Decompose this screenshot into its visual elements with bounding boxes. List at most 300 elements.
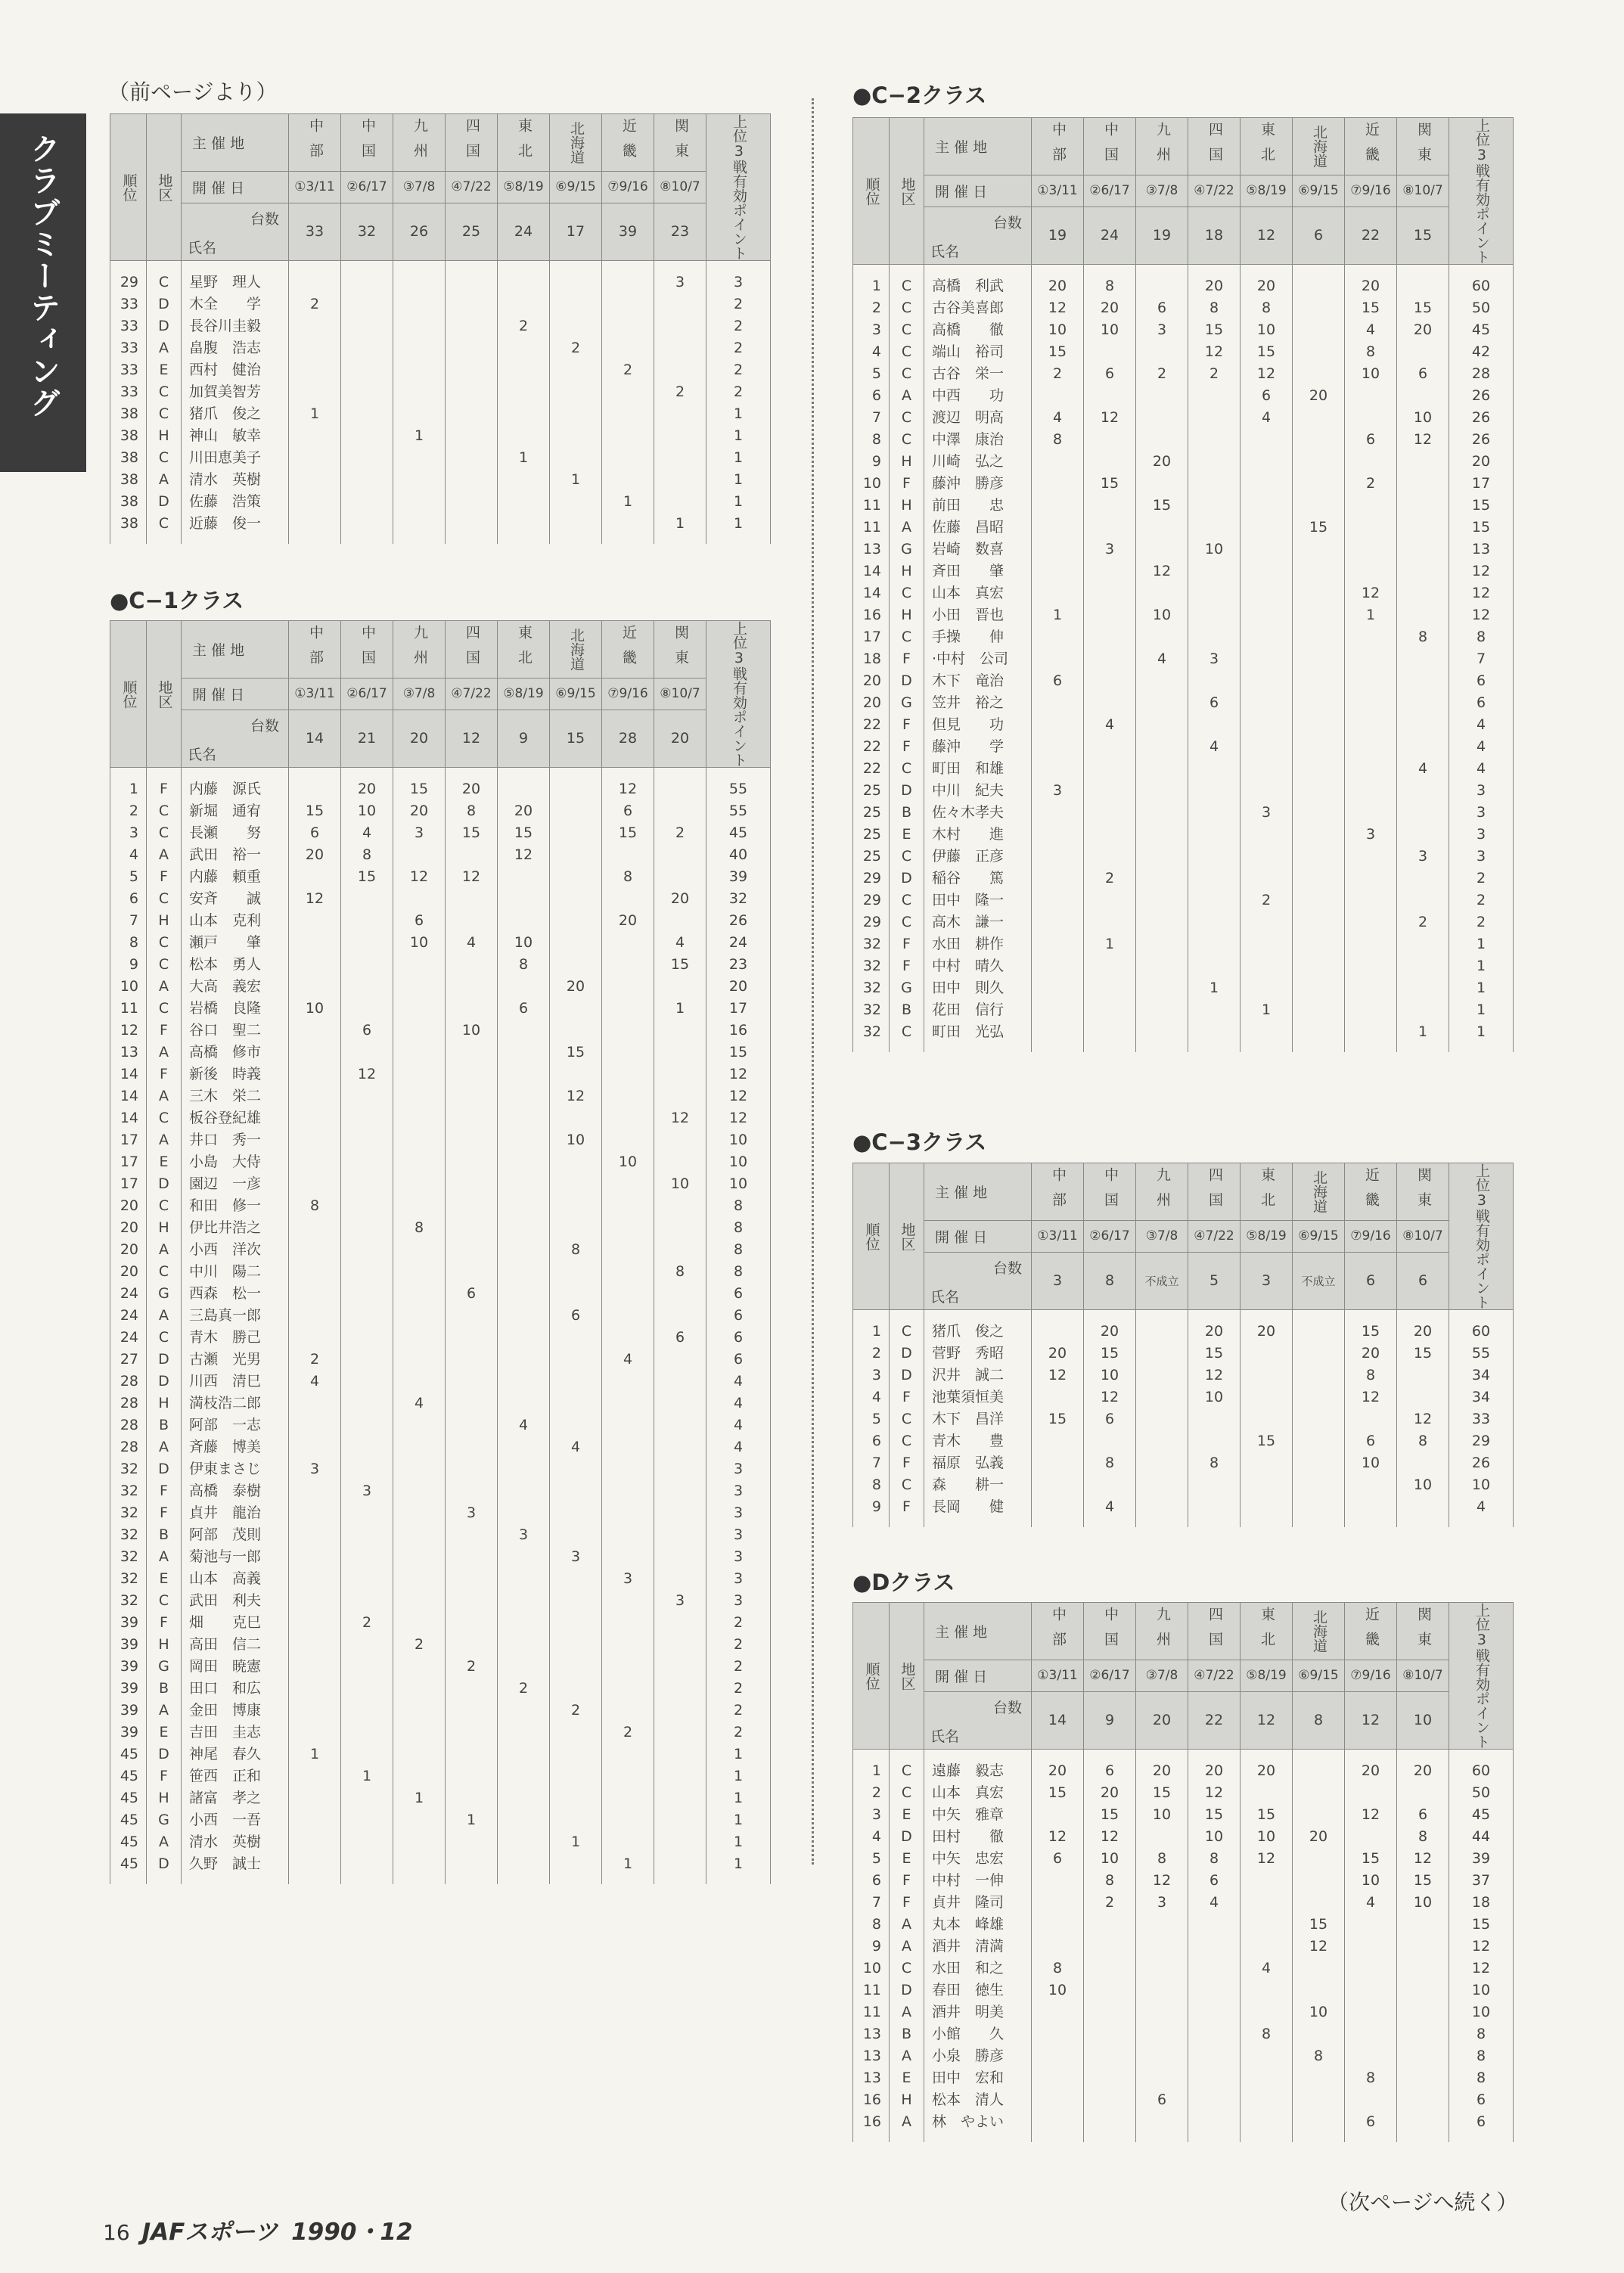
name-cell: 岩崎 数喜 — [924, 539, 1032, 560]
rank-cell: 25 — [853, 780, 890, 802]
region-cell: D — [147, 293, 182, 315]
points-cell — [1032, 495, 1084, 517]
points-cell — [602, 1765, 654, 1787]
name-cell: 藤沖 勝彦 — [924, 473, 1032, 495]
points-cell: 20 — [1084, 1310, 1136, 1343]
entry-count: 8 — [1084, 1252, 1136, 1309]
points-cell — [446, 1700, 498, 1722]
total-points-cell: 2 — [1449, 868, 1514, 890]
total-points-cell: 7 — [1449, 648, 1514, 670]
name-cell: 中村 一伸 — [924, 1870, 1032, 1892]
points-cell: 1 — [1084, 933, 1136, 955]
rank-cell: 7 — [853, 1452, 890, 1474]
header-venue: 中国 — [1084, 118, 1136, 175]
points-cell — [1136, 758, 1188, 780]
points-cell — [498, 1436, 550, 1458]
table-row — [853, 692, 1514, 714]
points-cell — [550, 1787, 602, 1809]
points-cell — [1293, 407, 1345, 429]
name-cell: 久野 誠士 — [182, 1853, 289, 1884]
points-cell — [341, 1546, 393, 1568]
entry-count: 19 — [1032, 206, 1084, 264]
points-cell — [1032, 451, 1084, 473]
points-cell — [498, 1129, 550, 1151]
table-row — [110, 844, 771, 866]
header-row-venues — [853, 1603, 1514, 1660]
points-cell — [654, 1020, 706, 1042]
points-cell: 15 — [1241, 1430, 1293, 1452]
points-cell — [1293, 1782, 1345, 1804]
points-cell: 4 — [1241, 407, 1293, 429]
points-cell — [341, 491, 393, 513]
header-row-counts — [110, 203, 771, 260]
points-cell — [341, 1831, 393, 1853]
points-cell — [498, 1568, 550, 1590]
total-points-cell: 40 — [706, 844, 771, 866]
header-name-label: 氏名 — [930, 1289, 960, 1306]
points-cell: 4 — [1345, 1892, 1397, 1914]
rank-cell: 39 — [110, 1612, 147, 1634]
points-cell — [341, 403, 393, 425]
points-cell — [1293, 1496, 1345, 1527]
points-cell: 20 — [602, 910, 654, 932]
points-cell — [1293, 977, 1345, 999]
points-cell — [393, 381, 446, 403]
points-cell: 2 — [1136, 363, 1188, 385]
points-cell — [498, 1502, 550, 1524]
points-cell — [341, 976, 393, 998]
header-row-counts — [853, 1252, 1514, 1309]
points-cell — [341, 381, 393, 403]
total-points-cell: 10 — [706, 1173, 771, 1195]
points-cell — [498, 1283, 550, 1305]
region-cell: A — [147, 844, 182, 866]
name-cell: 松本 勇人 — [182, 954, 289, 976]
rank-cell: 5 — [110, 866, 147, 888]
points-cell — [289, 1700, 341, 1722]
total-points-cell: 4 — [706, 1371, 771, 1393]
points-cell — [446, 1042, 498, 1064]
points-cell — [550, 315, 602, 337]
points-cell — [498, 359, 550, 381]
header-venue: 東北 — [498, 114, 550, 172]
points-cell — [1032, 473, 1084, 495]
points-cell: 4 — [550, 1436, 602, 1458]
points-cell: 8 — [1032, 429, 1084, 451]
region-cell: E — [147, 1151, 182, 1173]
name-cell: 伊藤 正彦 — [924, 846, 1032, 868]
points-cell: 10 — [1188, 1826, 1241, 1848]
header-date: 開 催 日 — [924, 1660, 1032, 1692]
name-cell: 青木 豊 — [924, 1430, 1032, 1452]
region-cell: H — [147, 425, 182, 447]
header-points: 上位3戦有効ポイント — [706, 114, 771, 261]
table-row — [110, 1327, 771, 1349]
header-event-date: ⑥9/15 — [1293, 1660, 1345, 1692]
region-cell: C — [147, 998, 182, 1020]
table-row — [110, 1568, 771, 1590]
region-cell: A — [147, 1546, 182, 1568]
points-cell: 12 — [1188, 341, 1241, 363]
points-cell — [446, 1678, 498, 1700]
total-points-cell: 6 — [706, 1283, 771, 1305]
region-cell: E — [147, 1722, 182, 1744]
points-cell — [446, 888, 498, 910]
points-cell — [1241, 517, 1293, 539]
points-cell — [654, 1853, 706, 1884]
header-row-venues — [110, 114, 771, 172]
points-cell: 20 — [1345, 1750, 1397, 1783]
points-cell — [1345, 2089, 1397, 2111]
points-cell: 6 — [1345, 1430, 1397, 1452]
points-cell: 15 — [1188, 1804, 1241, 1826]
points-cell — [393, 1700, 446, 1722]
table-row — [853, 1804, 1514, 1826]
points-cell: 4 — [1188, 1892, 1241, 1914]
rank-cell: 22 — [853, 714, 890, 736]
points-cell — [1032, 648, 1084, 670]
points-cell — [602, 1042, 654, 1064]
header-row-dates — [110, 678, 771, 710]
section-title-c1: ●C−1クラス — [110, 588, 244, 613]
total-points-cell: 15 — [1449, 517, 1514, 539]
points-cell: 3 — [654, 1590, 706, 1612]
points-cell — [602, 1700, 654, 1722]
points-cell — [498, 1064, 550, 1085]
rank-cell: 11 — [110, 998, 147, 1020]
points-cell: 1 — [602, 1853, 654, 1884]
points-cell: 15 — [1032, 341, 1084, 363]
table-row — [853, 1365, 1514, 1386]
points-cell — [1136, 2111, 1188, 2142]
total-points-cell: 3 — [706, 261, 771, 294]
points-cell — [446, 1480, 498, 1502]
points-cell — [1345, 1826, 1397, 1848]
points-cell — [1032, 517, 1084, 539]
name-cell: 和田 修一 — [182, 1195, 289, 1217]
points-cell: 1 — [289, 1744, 341, 1765]
rank-cell: 14 — [853, 560, 890, 582]
page-number: 16 — [103, 2220, 130, 2245]
points-cell: 15 — [1293, 1914, 1345, 1936]
entry-count: 14 — [1032, 1691, 1084, 1749]
total-points-cell: 2 — [706, 337, 771, 359]
header-count-label: 台数 — [250, 717, 279, 734]
points-cell — [341, 1436, 393, 1458]
points-cell — [1293, 473, 1345, 495]
header-region: 地区 — [890, 118, 924, 265]
points-cell — [1397, 2067, 1449, 2089]
points-cell — [1293, 451, 1345, 473]
region-cell: D — [147, 1173, 182, 1195]
points-cell: 15 — [1397, 1870, 1449, 1892]
region-cell: E — [890, 1848, 924, 1870]
points-cell — [393, 513, 446, 544]
entry-count: 12 — [1345, 1691, 1397, 1749]
points-cell — [1032, 2023, 1084, 2045]
name-cell: 前田 忠 — [924, 495, 1032, 517]
total-points-cell: 55 — [706, 800, 771, 822]
points-cell: 10 — [1084, 1365, 1136, 1386]
name-cell: 神尾 春久 — [182, 1744, 289, 1765]
points-cell — [1084, 1958, 1136, 1980]
name-cell: 高橋 泰樹 — [182, 1480, 289, 1502]
region-cell: A — [890, 517, 924, 539]
points-cell: 15 — [1293, 517, 1345, 539]
points-cell — [602, 1480, 654, 1502]
points-cell — [654, 1765, 706, 1787]
points-cell — [498, 888, 550, 910]
points-cell — [654, 1700, 706, 1722]
total-points-cell: 2 — [706, 315, 771, 337]
points-cell — [550, 1327, 602, 1349]
points-cell — [1241, 714, 1293, 736]
points-cell: 15 — [446, 822, 498, 844]
table-row — [853, 517, 1514, 539]
points-cell: 12 — [289, 888, 341, 910]
rank-cell: 20 — [853, 670, 890, 692]
points-cell — [289, 910, 341, 932]
points-cell: 1 — [1397, 1021, 1449, 1052]
rank-cell: 20 — [110, 1261, 147, 1283]
region-cell: F — [147, 768, 182, 801]
points-cell: 15 — [1397, 297, 1449, 319]
header-venue: 中国 — [341, 621, 393, 678]
points-cell — [1345, 1496, 1397, 1527]
note-next-page: （次ページへ続く） — [1327, 2190, 1518, 2215]
total-points-cell: 3 — [706, 1590, 771, 1612]
points-cell — [602, 1064, 654, 1085]
points-cell — [1136, 582, 1188, 604]
rank-cell: 32 — [110, 1458, 147, 1480]
points-cell: 10 — [1397, 1892, 1449, 1914]
points-cell — [550, 1744, 602, 1765]
points-cell — [341, 1261, 393, 1283]
region-cell: H — [147, 910, 182, 932]
points-cell — [1293, 1452, 1345, 1474]
header-venue: 関東 — [654, 621, 706, 678]
table-row — [853, 846, 1514, 868]
region-cell: C — [890, 911, 924, 933]
points-cell — [1345, 1914, 1397, 1936]
points-cell — [602, 1590, 654, 1612]
points-cell — [393, 359, 446, 381]
name-cell: 神山 敏幸 — [182, 425, 289, 447]
table-row — [110, 491, 771, 513]
points-cell — [602, 1305, 654, 1327]
points-cell — [1241, 2089, 1293, 2111]
entry-count: 24 — [1084, 206, 1136, 264]
points-cell — [550, 1502, 602, 1524]
region-cell: F — [890, 714, 924, 736]
points-cell — [289, 1107, 341, 1129]
points-cell — [1136, 1343, 1188, 1365]
points-cell — [1397, 341, 1449, 363]
points-cell — [1084, 517, 1136, 539]
header-event-date: ①3/11 — [289, 172, 341, 203]
table-row — [110, 359, 771, 381]
region-cell: A — [890, 2001, 924, 2023]
points-cell — [498, 1722, 550, 1744]
points-cell — [446, 1612, 498, 1634]
table-row — [110, 1678, 771, 1700]
points-cell: 6 — [341, 1020, 393, 1042]
points-cell — [1188, 517, 1241, 539]
points-cell — [654, 1195, 706, 1217]
points-cell — [1241, 1496, 1293, 1527]
header-rank: 順位 — [110, 621, 147, 768]
points-cell — [1084, 560, 1136, 582]
points-cell — [1136, 539, 1188, 560]
points-cell — [1241, 692, 1293, 714]
region-cell: C — [890, 363, 924, 385]
points-cell — [289, 513, 341, 544]
points-cell: 6 — [289, 822, 341, 844]
points-cell — [1084, 999, 1136, 1021]
points-cell — [1241, 1980, 1293, 2001]
points-cell — [1032, 1452, 1084, 1474]
region-cell: C — [147, 888, 182, 910]
points-cell — [602, 1085, 654, 1107]
name-cell: 三木 栄二 — [182, 1085, 289, 1107]
points-cell — [289, 1414, 341, 1436]
points-cell — [1084, 846, 1136, 868]
points-cell — [498, 1700, 550, 1722]
name-cell: 佐々木孝夫 — [924, 802, 1032, 824]
points-cell — [1032, 1892, 1084, 1914]
points-cell — [1188, 495, 1241, 517]
total-points-cell: 1 — [706, 1831, 771, 1853]
table-row — [110, 1239, 771, 1261]
points-cell — [289, 1765, 341, 1787]
points-cell — [1032, 1804, 1084, 1826]
table-row — [110, 1283, 771, 1305]
points-cell — [341, 293, 393, 315]
points-cell — [654, 1634, 706, 1656]
points-cell — [602, 1787, 654, 1809]
points-cell — [1293, 626, 1345, 648]
points-cell — [654, 910, 706, 932]
region-cell: B — [147, 1678, 182, 1700]
points-cell: 6 — [1136, 297, 1188, 319]
points-cell — [1188, 604, 1241, 626]
points-cell: 8 — [602, 866, 654, 888]
points-cell — [289, 381, 341, 403]
entry-count: 25 — [446, 203, 498, 260]
points-cell — [341, 1853, 393, 1884]
points-cell — [1032, 692, 1084, 714]
points-cell: 4 — [1397, 758, 1449, 780]
points-cell — [550, 910, 602, 932]
points-cell: 10 — [1241, 319, 1293, 341]
region-cell: C — [890, 1474, 924, 1496]
points-cell — [289, 1809, 341, 1831]
entry-count: 23 — [654, 203, 706, 260]
table-row — [110, 1436, 771, 1458]
points-cell: 20 — [446, 768, 498, 801]
table-row — [853, 1021, 1514, 1052]
rank-cell: 17 — [110, 1129, 147, 1151]
rank-cell: 33 — [110, 337, 147, 359]
points-cell — [654, 976, 706, 998]
table-row — [853, 341, 1514, 363]
points-cell — [446, 1458, 498, 1480]
points-cell — [1032, 2111, 1084, 2142]
points-cell — [654, 1831, 706, 1853]
points-cell — [289, 1722, 341, 1744]
name-cell: 木村 進 — [924, 824, 1032, 846]
points-cell — [1032, 890, 1084, 911]
points-cell — [1397, 1958, 1449, 1980]
header-count-label: 台数 — [250, 210, 279, 228]
points-cell — [498, 1612, 550, 1634]
points-cell — [1032, 802, 1084, 824]
total-points-cell: 4 — [706, 1393, 771, 1414]
entry-count: 10 — [1397, 1691, 1449, 1749]
name-cell: 諸富 孝之 — [182, 1787, 289, 1809]
rank-cell: 11 — [853, 517, 890, 539]
rank-cell: 32 — [853, 999, 890, 1021]
points-cell — [393, 403, 446, 425]
header-host: 主 催 地 — [182, 621, 289, 678]
points-cell — [602, 1436, 654, 1458]
rank-cell: 7 — [853, 407, 890, 429]
points-cell — [1241, 582, 1293, 604]
points-cell — [498, 866, 550, 888]
points-cell — [550, 1349, 602, 1371]
table-row — [853, 1892, 1514, 1914]
region-cell: B — [147, 1414, 182, 1436]
points-cell — [289, 1480, 341, 1502]
points-cell — [446, 1305, 498, 1327]
name-cell: 中川 陽二 — [182, 1261, 289, 1283]
table-row — [853, 1496, 1514, 1527]
name-cell: 笠井 裕之 — [924, 692, 1032, 714]
points-cell — [1136, 1386, 1188, 1408]
points-cell — [654, 844, 706, 866]
table-row — [853, 1848, 1514, 1870]
name-cell: 安斉 誠 — [182, 888, 289, 910]
total-points-cell: 8 — [706, 1239, 771, 1261]
points-cell — [393, 1831, 446, 1853]
table-row — [110, 1502, 771, 1524]
region-cell: C — [890, 341, 924, 363]
points-cell: 12 — [1084, 407, 1136, 429]
points-cell — [1032, 758, 1084, 780]
points-cell — [1084, 648, 1136, 670]
header-event-date: ③7/8 — [393, 678, 446, 710]
table-row — [853, 407, 1514, 429]
rank-cell: 14 — [110, 1107, 147, 1129]
name-cell: 渡辺 明高 — [924, 407, 1032, 429]
points-cell: 6 — [1032, 670, 1084, 692]
header-row-venues — [853, 118, 1514, 175]
points-cell — [1397, 1452, 1449, 1474]
points-cell — [1084, 582, 1136, 604]
total-points-cell: 15 — [1449, 1914, 1514, 1936]
points-cell: 10 — [654, 1173, 706, 1195]
rank-cell: 27 — [110, 1349, 147, 1371]
points-cell — [1084, 824, 1136, 846]
table-row — [110, 293, 771, 315]
total-points-cell: 10 — [1449, 1980, 1514, 2001]
points-cell — [1188, 933, 1241, 955]
points-cell: 12 — [1293, 1936, 1345, 1958]
points-cell — [341, 1107, 393, 1129]
header-venue: 関東 — [1397, 118, 1449, 175]
points-cell — [654, 1436, 706, 1458]
total-points-cell: 34 — [1449, 1365, 1514, 1386]
